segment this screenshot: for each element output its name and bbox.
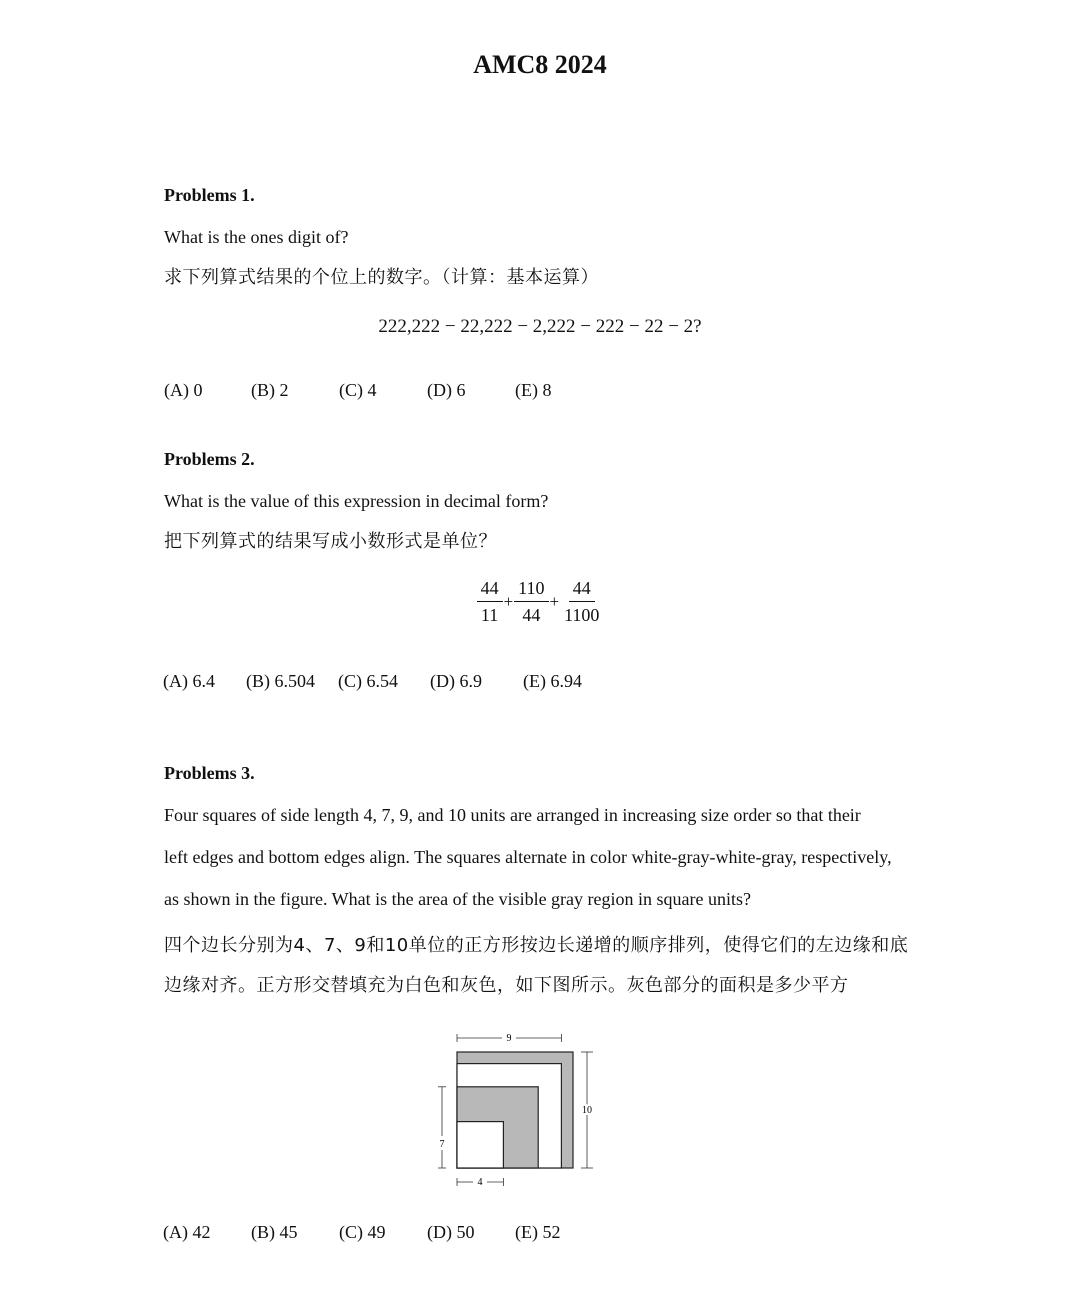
choice: (D) 6.9 [430,671,482,691]
squares-figure [430,1028,610,1193]
problem-2-chinese: 把下列算式的结果写成小数形式是单位？ [164,531,497,552]
fraction: $\frac{44}{1100}$ [564,578,600,625]
choice: (E) 8 [515,380,552,400]
choice: (B) 45 [251,1222,298,1242]
label-7: 7 [439,1139,445,1150]
problem-3-heading: Problems 3. [164,763,255,783]
choice: (D) 50 [427,1222,475,1242]
problem-1-expression: 222,222 − 22,222 − 2,222 − 222 − 22 − 2? [378,316,702,337]
problem-2-english: What is the value of this expression in decimal form? [164,491,549,511]
choice: (A) 42 [163,1222,211,1242]
problem-2-expression [0,578,1080,625]
problem-1-english: What is the ones digit of? [164,227,349,247]
choice: (C) 6.54 [338,671,398,691]
problem-2-choices [163,671,582,692]
choice: (A) 6.4 [163,671,215,691]
dimension-left [438,1087,446,1168]
page-title: AMC8 2024 [473,50,607,79]
choice: (D) 6 [427,380,466,400]
square-4 [457,1122,503,1168]
problem-2-heading: Problems 2. [164,449,255,469]
choice: (C) 49 [339,1222,386,1242]
choice: (C) 4 [339,380,377,400]
fraction: $\frac{110}{44}$ [514,578,548,625]
problem-1-choices [164,380,551,401]
choice: (E) 6.94 [523,671,582,691]
problem-3-english-line: Four squares of side length 4, 7, 9, and 10 units are arranged in increasing size order so that their [164,805,861,825]
problem-3-chinese-line: 四个边长分别为4、7、9和10单位的正方形按边长递增的顺序排列，使得它们的左边缘和底 [164,935,909,956]
choice: (A) 0 [164,380,203,400]
problem-3-chinese-line: 边缘对齐。正方形交替填充为白色和灰色，如下图所示。灰色部分的面积是多少平方 [164,975,849,996]
problem-1-heading: Problems 1. [164,185,255,205]
choice: (B) 6.504 [246,671,315,691]
plus-sign: + [503,591,514,611]
choice: (B) 2 [251,380,289,400]
label-10: 10 [582,1105,592,1116]
problem-3-english-line: as shown in the figure. What is the area of the visible gray region in square units? [164,889,752,909]
label-4: 4 [477,1177,483,1188]
problem-1-chinese: 求下列算式结果的个位上的数字。（计算：基本运算） [164,267,599,288]
label-9: 9 [506,1033,512,1044]
choice: (E) 52 [515,1222,561,1242]
fraction: $\frac{44}{11}$ [477,578,503,625]
problem-3-choices [163,1222,560,1243]
plus-sign: + [549,591,560,611]
problem-3-english-line: left edges and bottom edges align. The squares alternate in color white-gray-white-gray, respectively, [164,847,892,867]
